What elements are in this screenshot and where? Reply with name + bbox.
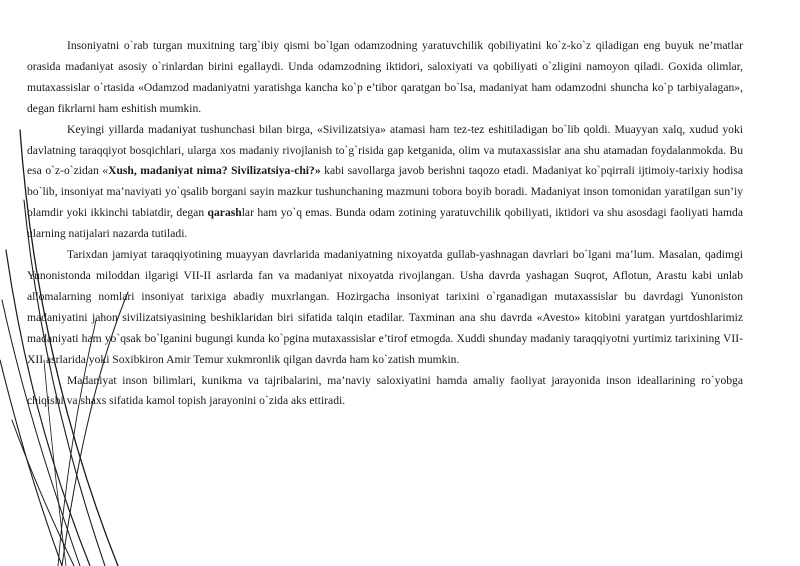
paragraph-1: Insoniyatni o`rab turgan muxitning targ`ibiy qismi bo`lgan odamzodning yaratuvchilik qobiliyatini ko`z-ko`z qiladigan eng buyuk ne’matlar orasida madaniyat asosiy o`rinlardan birini egallaydi. Unda odamzodning iktidori, saloxiyati va qobiliyati o`zligini namoyon qiladi. Goxida olimlar, mutaxassislar o`rtasida «Odamzod madaniyatni yaratishga kancha ko`p e’tibor qaratgan bo`lsa, madaniyat ham odamzodni shuncha ko`p tarbiyalagan», degan fikrlarni ham eshitish mumkin. [27,39,743,115]
paragraph-2-text-c: lar ham yo`q emas. Bunda odam zotining yaratuvchilik qobiliyati, iktidori va shu asosdagi faoliyati hamda ularning natijalari nazarda tutiladi. [27,206,743,241]
document-body [27,36,743,412]
paragraph-2-bold-question: Xush, madaniyat nima? Sivilizatsiya-chi?» [108,164,321,178]
paragraph-4: Madaniyat inson bilimlari, kunikma va tajribalarini, ma’naviy saloxiyatini hamda amaliy faoliyat jarayonida inson ideallarining ro`yobga chiqishi va shaxs sifatida kamol topish jarayonini o`zida aks ettiradi. [27,373,743,408]
paragraph-2-bold-word: qarash [207,206,242,220]
paragraph-2-text-b: kabi savollarga javob berishni taqozo etadi. Madaniyat ko`pqirrali ijtimoiy-tarixiy hodisa bo`lib, insoniyat ma’naviyati yo`qsalib borgani sayin mazkur tushunchaning mazmuni tobora boyib boradi. Madaniyat inson tomonidan yaratilgan sun’iy olamdir yoki ikkinchi tabiatdir, degan [27,164,743,220]
paragraph-3: Tarixdan jamiyat taraqqiyotining muayyan davrlarida madaniyatning nixoyatda gullab-yashnagan davrlari bo`lgani ma’lum. Masalan, qadimgi Yunonistonda miloddan ilgarigi VII-II asrlarda fan va madaniyat nixoyatda rivojlangan. Usha davrda yashagan Suqrot, Aflotun, Arastu kabi unlab allomalarning nomlari insoniyat tarixiga abadiy muxrlangan. Hozirgacha insoniyat tarixini o`rganadigan mutaxassislar bu davrdagi Yunoniston madaniyatini jahon sivilizatsiyasining beshiklaridan biri sifatida talqin etadilar. Taxminan ana shu davrda «Avesto» kitobini yaratgan yurtdoshlarimiz madaniyati ham yo`qsak bo`lganini bugungi kunda ko`pgina mutaxassislar e’tirof etmogda. Xuddi shunday madaniy taraqqiyotni yurtimiz tarixining VII-XII asrlarida yoki Soxibkiron Amir Temur xukmronlik qilgan davrda ham ko`zatish mumkin. [27,248,743,366]
paragraph-2-text-a: Keyingi yillarda madaniyat tushunchasi bilan birga, «Sivilizatsiya» atamasi ham tez-tez eshitiladigan bo`lib qoldi. Muayyan xalq, xudud yoki davlatning taraqqiyot bosqichlari, ularga xos madaniy rivojlanish to`g`risida gap ketganida, olim va mutaxassislar ana shu atamadan foydalanmokda. Bu esa o`z-o`zidan « [27,122,743,178]
paragraph-2 [27,120,743,245]
grass-line [12,420,74,566]
